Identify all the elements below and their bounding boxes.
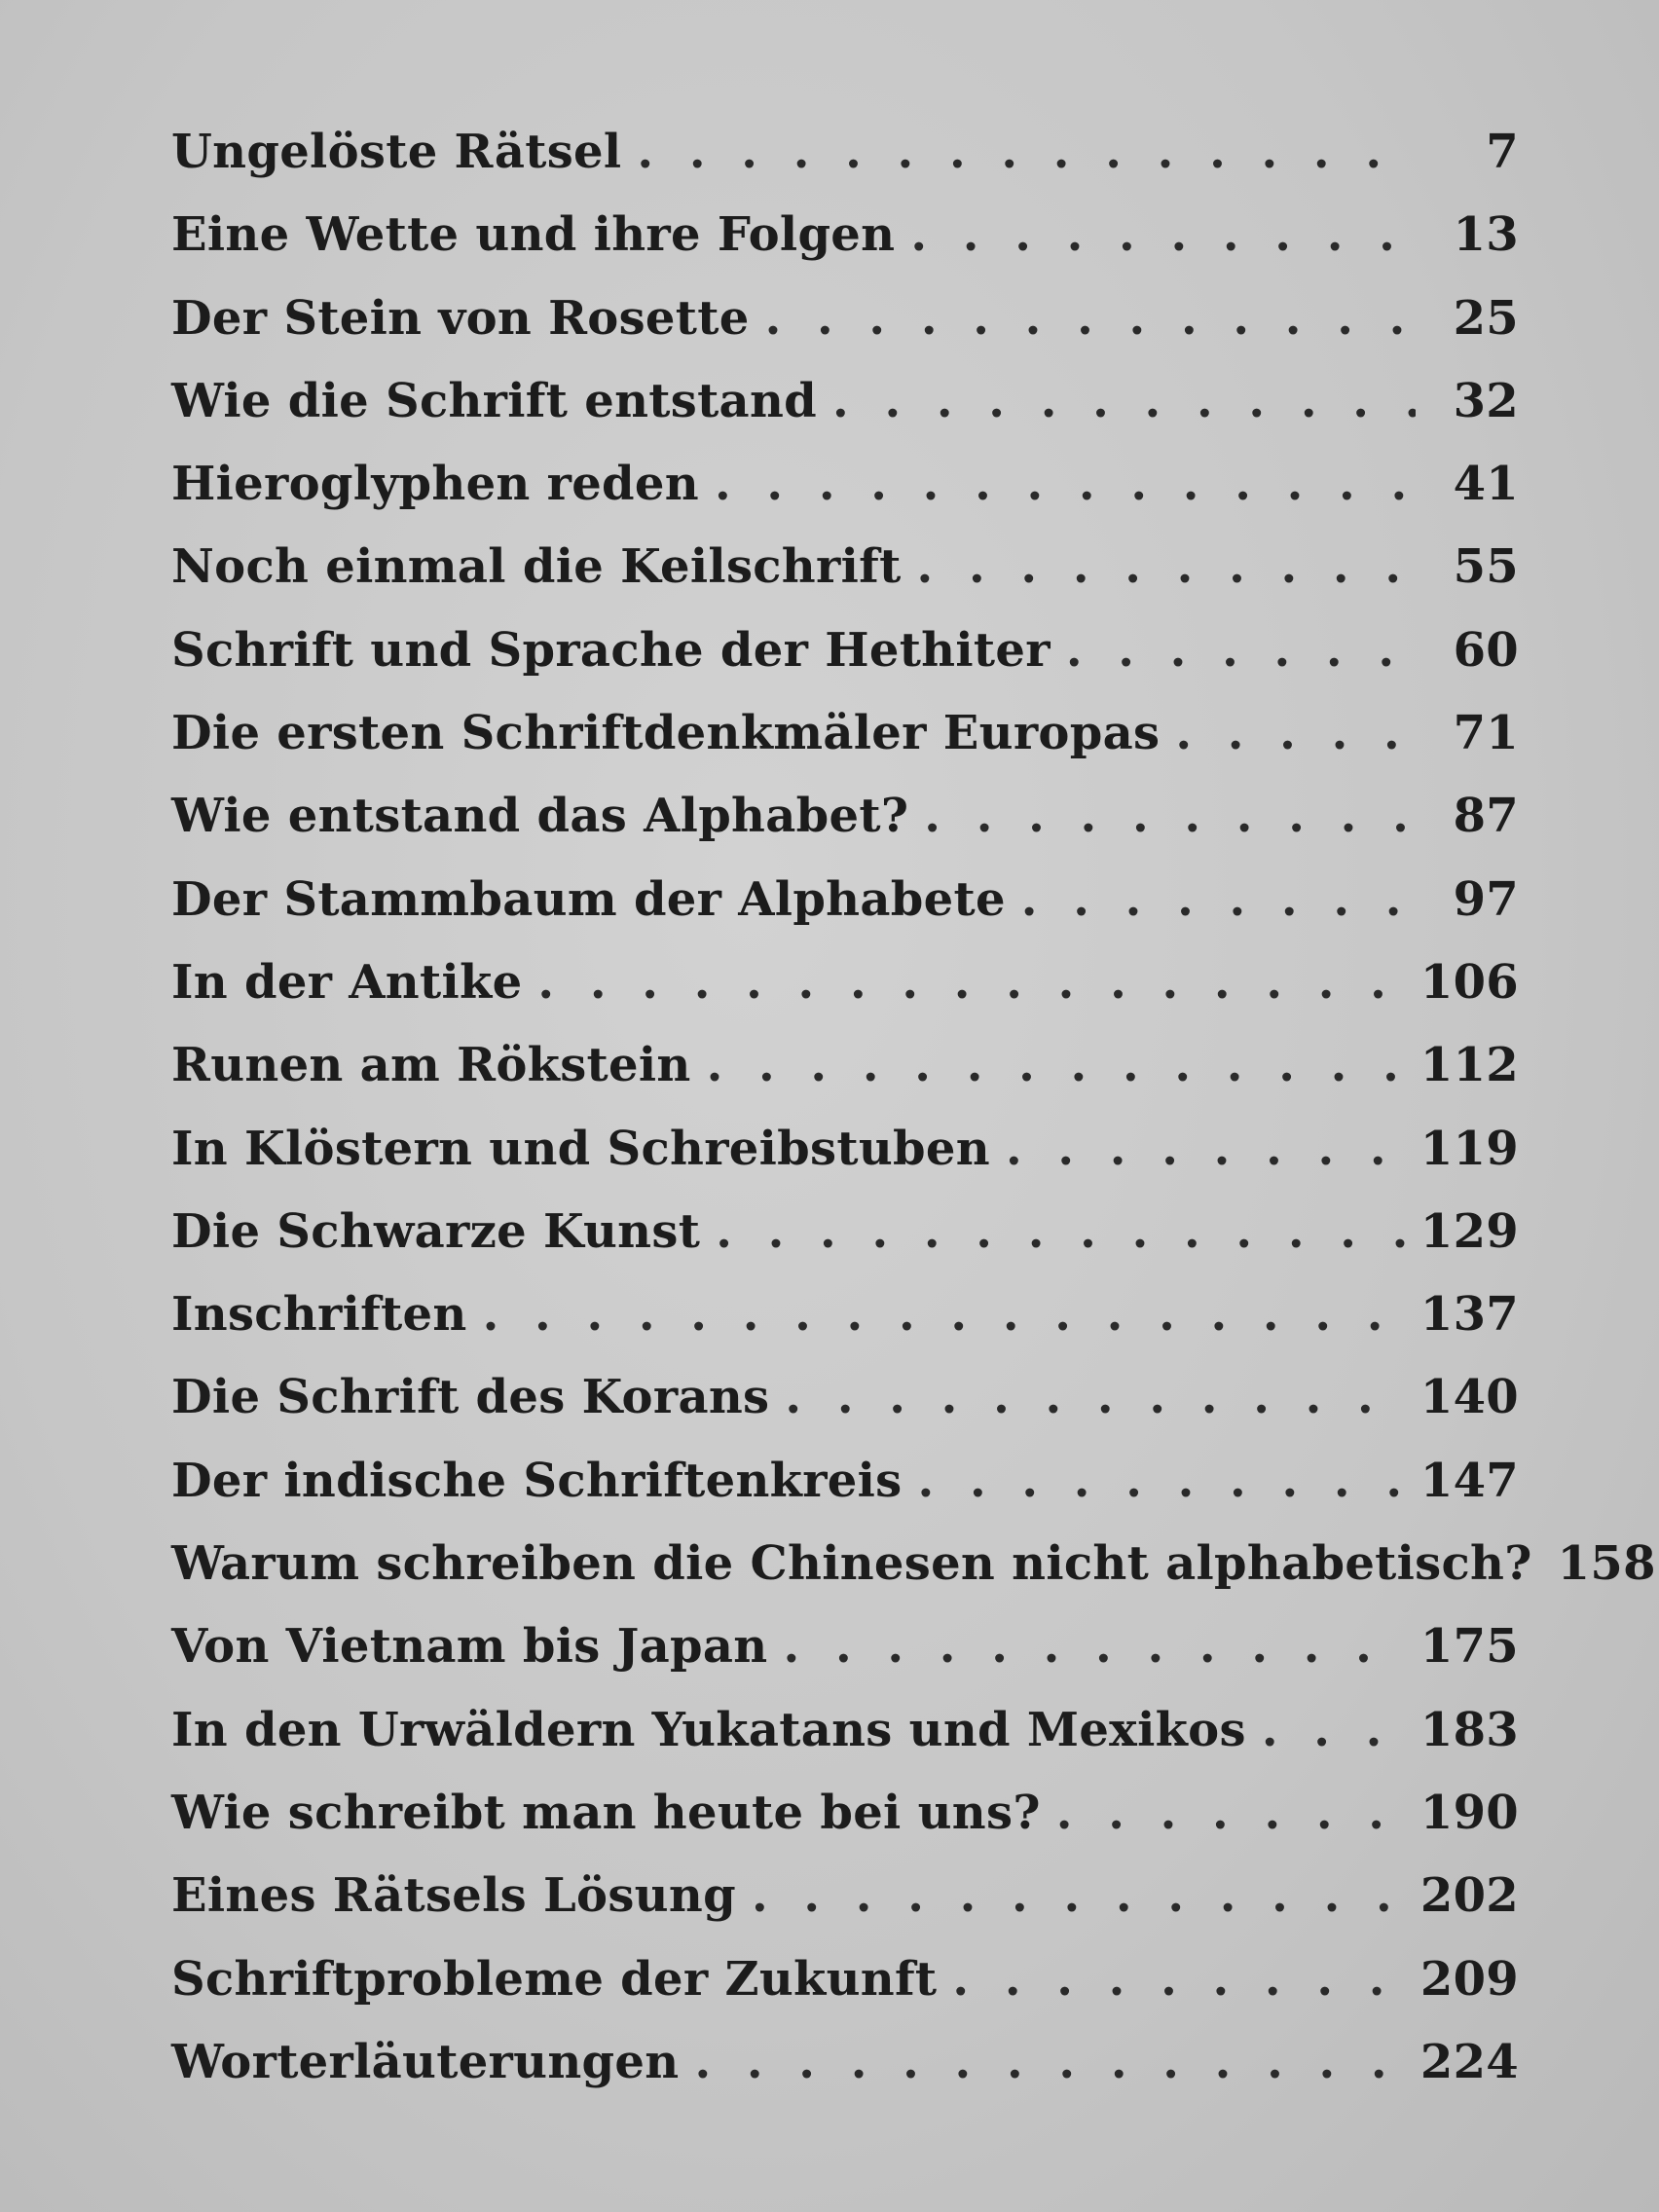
dot-leader xyxy=(707,1024,1411,1107)
dot-leader xyxy=(1175,692,1416,775)
toc-entry-title: Die ersten Schriftdenkmäler Europas xyxy=(171,706,1161,761)
toc-entry-page-number: 190 xyxy=(1419,1785,1519,1840)
toc-entry-page-number: 147 xyxy=(1419,1453,1519,1508)
toc-entry-title: Von Vietnam bis Japan xyxy=(171,1619,768,1675)
toc-entry xyxy=(171,111,1519,194)
dot-leader xyxy=(1066,609,1416,692)
toc-entry xyxy=(171,360,1519,443)
toc-entry xyxy=(171,775,1519,858)
dot-leader xyxy=(832,360,1416,443)
toc-entry-page-number: 32 xyxy=(1453,373,1519,428)
toc-entry-title: Wie schreibt man heute bei uns? xyxy=(171,1785,1041,1840)
toc-entry-page-number: 97 xyxy=(1453,871,1519,927)
dot-leader xyxy=(917,526,1416,608)
dot-leader xyxy=(483,1273,1411,1356)
toc-entry-title: In Klöstern und Schreibstuben xyxy=(171,1121,990,1176)
dot-leader xyxy=(785,1356,1411,1439)
dot-leader xyxy=(918,1440,1411,1523)
toc-entry xyxy=(171,1191,1519,1273)
toc-entry-title: Schrift und Sprache der Hethiter xyxy=(171,622,1051,678)
toc-entry-title: Runen am Rökstein xyxy=(171,1038,691,1093)
dot-leader xyxy=(537,941,1410,1024)
toc-entry xyxy=(171,277,1519,360)
toc-entry-title: Der indische Schriftenkreis xyxy=(171,1453,903,1508)
toc-entry-title: Schriftprobleme der Zukunft xyxy=(171,1951,938,2007)
toc-entry-page-number: 224 xyxy=(1419,2034,1519,2089)
toc-entry xyxy=(171,1938,1519,2021)
toc-entry-page-number: 112 xyxy=(1419,1038,1519,1093)
dot-leader xyxy=(952,1938,1411,2021)
toc-entry-title: Warum schreiben die Chinesen nicht alphabetisch? xyxy=(171,1536,1532,1592)
toc-entry xyxy=(171,1772,1519,1855)
toc-entry xyxy=(171,941,1519,1024)
toc-entry xyxy=(171,1523,1656,1605)
toc-entry-page-number: 13 xyxy=(1453,207,1519,263)
toc-entry xyxy=(171,692,1519,775)
table-of-contents xyxy=(171,111,1656,2104)
toc-entry xyxy=(171,859,1519,941)
dot-leader xyxy=(924,775,1416,858)
dot-leader xyxy=(637,111,1416,194)
toc-entry-page-number: 183 xyxy=(1419,1702,1519,1757)
toc-entry-title: Der Stammbaum der Alphabete xyxy=(171,871,1006,927)
toc-entry xyxy=(171,1440,1519,1523)
toc-entry-page-number: 55 xyxy=(1453,539,1519,595)
dot-leader xyxy=(1262,1689,1411,1772)
toc-entry-title: Noch einmal die Keilschrift xyxy=(171,539,902,595)
toc-entry-title: Die Schrift des Korans xyxy=(171,1370,770,1425)
toc-entry xyxy=(171,1273,1519,1356)
toc-entry xyxy=(171,609,1519,692)
toc-entry-title: In den Urwäldern Yukatans und Mexikos xyxy=(171,1702,1246,1757)
toc-entry-page-number: 140 xyxy=(1419,1370,1519,1425)
toc-entry-page-number: 106 xyxy=(1419,954,1519,1010)
toc-entry-page-number: 25 xyxy=(1453,290,1519,346)
toc-entry xyxy=(171,2021,1519,2104)
dot-leader xyxy=(1006,1108,1411,1191)
dot-leader xyxy=(752,1855,1411,1937)
toc-entry-page-number: 137 xyxy=(1419,1287,1519,1343)
toc-entry-page-number: 209 xyxy=(1419,1951,1519,2007)
dot-leader xyxy=(1021,859,1416,941)
toc-entry xyxy=(171,1855,1519,1937)
toc-entry xyxy=(171,1024,1519,1107)
dot-leader xyxy=(1056,1772,1411,1855)
dot-leader xyxy=(910,194,1416,276)
toc-entry xyxy=(171,1689,1519,1772)
toc-entry-page-number: 175 xyxy=(1419,1619,1519,1675)
toc-entry xyxy=(171,1605,1519,1688)
toc-entry xyxy=(171,1356,1519,1439)
toc-entry xyxy=(171,194,1519,276)
toc-entry-title: Ungelöste Rätsel xyxy=(171,125,622,179)
dot-leader xyxy=(784,1605,1411,1688)
toc-entry-title: Der Stein von Rosette xyxy=(171,290,750,346)
toc-entry-page-number: 7 xyxy=(1486,125,1519,179)
toc-entry-page-number: 158 xyxy=(1557,1536,1656,1592)
toc-entry-page-number: 60 xyxy=(1453,622,1519,678)
toc-entry xyxy=(171,443,1519,526)
toc-entry-title: Hieroglyphen reden xyxy=(171,457,699,512)
toc-entry-title: Worterläuterungen xyxy=(171,2034,680,2089)
dot-leader xyxy=(694,2021,1410,2104)
toc-entry-title: In der Antike xyxy=(171,954,523,1010)
toc-entry-title: Eine Wette und ihre Folgen xyxy=(171,207,896,263)
toc-entry-title: Wie entstand das Alphabet? xyxy=(171,789,909,844)
toc-entry-title: Eines Rätsels Lösung xyxy=(171,1868,736,1924)
toc-entry-title: Die Schwarze Kunst xyxy=(171,1203,701,1259)
toc-entry-page-number: 119 xyxy=(1419,1121,1519,1176)
toc-entry-page-number: 71 xyxy=(1453,706,1519,761)
toc-entry-title: Wie die Schrift entstand xyxy=(171,373,818,428)
dot-leader xyxy=(765,277,1416,360)
toc-entry-title: Inschriften xyxy=(171,1287,467,1343)
toc-entry xyxy=(171,1108,1519,1191)
dot-leader xyxy=(716,1191,1411,1273)
toc-entry-page-number: 87 xyxy=(1453,789,1519,844)
toc-entry-page-number: 129 xyxy=(1419,1203,1519,1259)
toc-entry-page-number: 202 xyxy=(1419,1868,1519,1924)
toc-entry-page-number: 41 xyxy=(1453,457,1519,512)
toc-entry xyxy=(171,526,1519,608)
dot-leader xyxy=(715,443,1416,526)
